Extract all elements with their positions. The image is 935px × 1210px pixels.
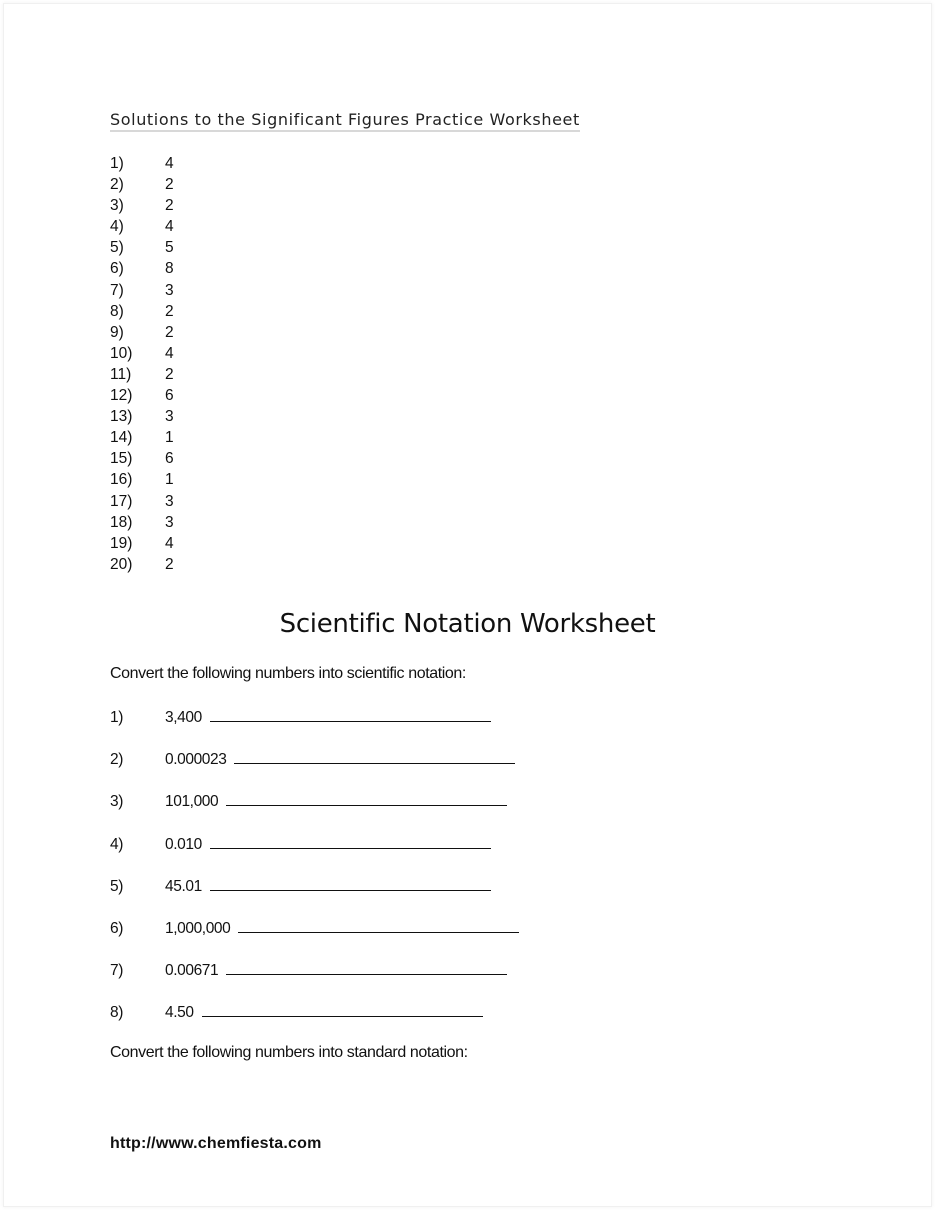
answer-blank — [226, 791, 507, 806]
problem-value: 45.01 — [165, 877, 202, 895]
answer-number: 19) — [110, 534, 133, 552]
answer-number: 4) — [110, 218, 124, 236]
answer-row — [110, 533, 174, 554]
answer-row — [110, 237, 174, 258]
answer-value: 3 — [165, 513, 174, 531]
problem-number: 5) — [110, 877, 123, 895]
answer-row — [110, 469, 174, 490]
answer-value: 2 — [165, 323, 174, 341]
answer-number: 10) — [110, 344, 133, 362]
answer-row — [110, 322, 174, 343]
answer-value: 6 — [165, 387, 174, 405]
problem-row — [110, 791, 519, 833]
answer-number: 12) — [110, 387, 133, 405]
problem-value: 0.010 — [165, 835, 202, 853]
answer-number: 3) — [110, 197, 124, 215]
problem-value: 4.50 — [165, 1004, 194, 1022]
problem-number: 4) — [110, 835, 123, 853]
answer-blank — [226, 960, 507, 975]
answer-value: 4 — [165, 534, 174, 552]
problem-value: 0.00671 — [165, 962, 219, 980]
answer-row — [110, 512, 174, 533]
answer-number: 2) — [110, 176, 124, 194]
problem-number: 8) — [110, 1004, 123, 1022]
problem-number: 2) — [110, 751, 123, 769]
answer-number: 18) — [110, 513, 133, 531]
problems-list — [110, 707, 519, 1045]
answer-number: 9) — [110, 323, 124, 341]
problem-number: 6) — [110, 919, 123, 937]
solutions-title: Solutions to the Significant Figures Practice Worksheet — [110, 110, 580, 132]
problem-row — [110, 834, 519, 876]
answer-blank — [210, 876, 491, 891]
answer-row — [110, 385, 174, 406]
answer-value: 3 — [165, 281, 174, 299]
problem-value: 3,400 — [165, 709, 202, 726]
answer-value: 3 — [165, 492, 174, 510]
answer-value: 1 — [165, 471, 174, 489]
answer-row — [110, 364, 174, 385]
answer-row — [110, 301, 174, 322]
answer-number: 17) — [110, 492, 133, 510]
answer-number: 14) — [110, 429, 133, 447]
answer-number: 11) — [110, 365, 132, 383]
answer-value: 4 — [165, 344, 174, 362]
answer-number: 7) — [110, 281, 124, 299]
answer-number: 1) — [110, 155, 124, 172]
answer-value: 2 — [165, 555, 174, 573]
answer-blank — [238, 918, 519, 933]
answer-value: 2 — [165, 197, 174, 215]
standard-instruction: Convert the following numbers into standard notation: — [110, 1044, 468, 1061]
scientific-notation-title: Scientific Notation Worksheet — [279, 609, 656, 639]
scientific-instruction: Convert the following numbers into scientific notation: — [110, 665, 466, 682]
answer-number: 5) — [110, 239, 124, 257]
answer-row — [110, 448, 174, 469]
problem-row — [110, 918, 519, 960]
answer-blank — [210, 707, 491, 722]
problem-value: 1,000,000 — [165, 919, 231, 937]
answer-row — [110, 216, 174, 237]
footer-url: http://www.chemfiesta.com — [110, 1135, 322, 1152]
answer-row — [110, 153, 174, 174]
problem-row — [110, 707, 519, 749]
answer-row — [110, 195, 174, 216]
answer-number: 6) — [110, 260, 124, 278]
problem-row — [110, 749, 519, 791]
answer-number: 16) — [110, 471, 133, 489]
answer-value: 2 — [165, 365, 174, 383]
problem-value: 101,000 — [165, 793, 219, 811]
answers-list — [110, 153, 174, 575]
answer-value: 5 — [165, 239, 174, 257]
answer-value: 4 — [165, 155, 174, 172]
problem-number: 1) — [110, 709, 123, 726]
answer-row — [110, 554, 174, 575]
problem-row — [110, 876, 519, 918]
problem-value: 0.000023 — [165, 751, 227, 769]
answer-row — [110, 406, 174, 427]
answer-value: 2 — [165, 302, 174, 320]
answer-blank — [202, 1002, 483, 1017]
answer-value: 3 — [165, 408, 174, 426]
problem-row — [110, 1002, 519, 1044]
problem-row — [110, 960, 519, 1002]
answer-value: 2 — [165, 176, 174, 194]
answer-number: 8) — [110, 302, 124, 320]
answer-row — [110, 174, 174, 195]
answer-row — [110, 343, 174, 364]
answer-number: 15) — [110, 450, 133, 468]
answer-row — [110, 280, 174, 301]
answer-number: 20) — [110, 555, 133, 573]
answer-value: 1 — [165, 429, 174, 447]
answer-blank — [210, 834, 491, 849]
answer-blank — [234, 749, 515, 764]
problem-number: 7) — [110, 962, 123, 980]
answer-row — [110, 491, 174, 512]
problem-number: 3) — [110, 793, 123, 811]
answer-row — [110, 427, 174, 448]
answer-number: 13) — [110, 408, 133, 426]
answer-value: 4 — [165, 218, 174, 236]
answer-value: 6 — [165, 450, 174, 468]
answer-row — [110, 258, 174, 279]
answer-value: 8 — [165, 260, 174, 278]
